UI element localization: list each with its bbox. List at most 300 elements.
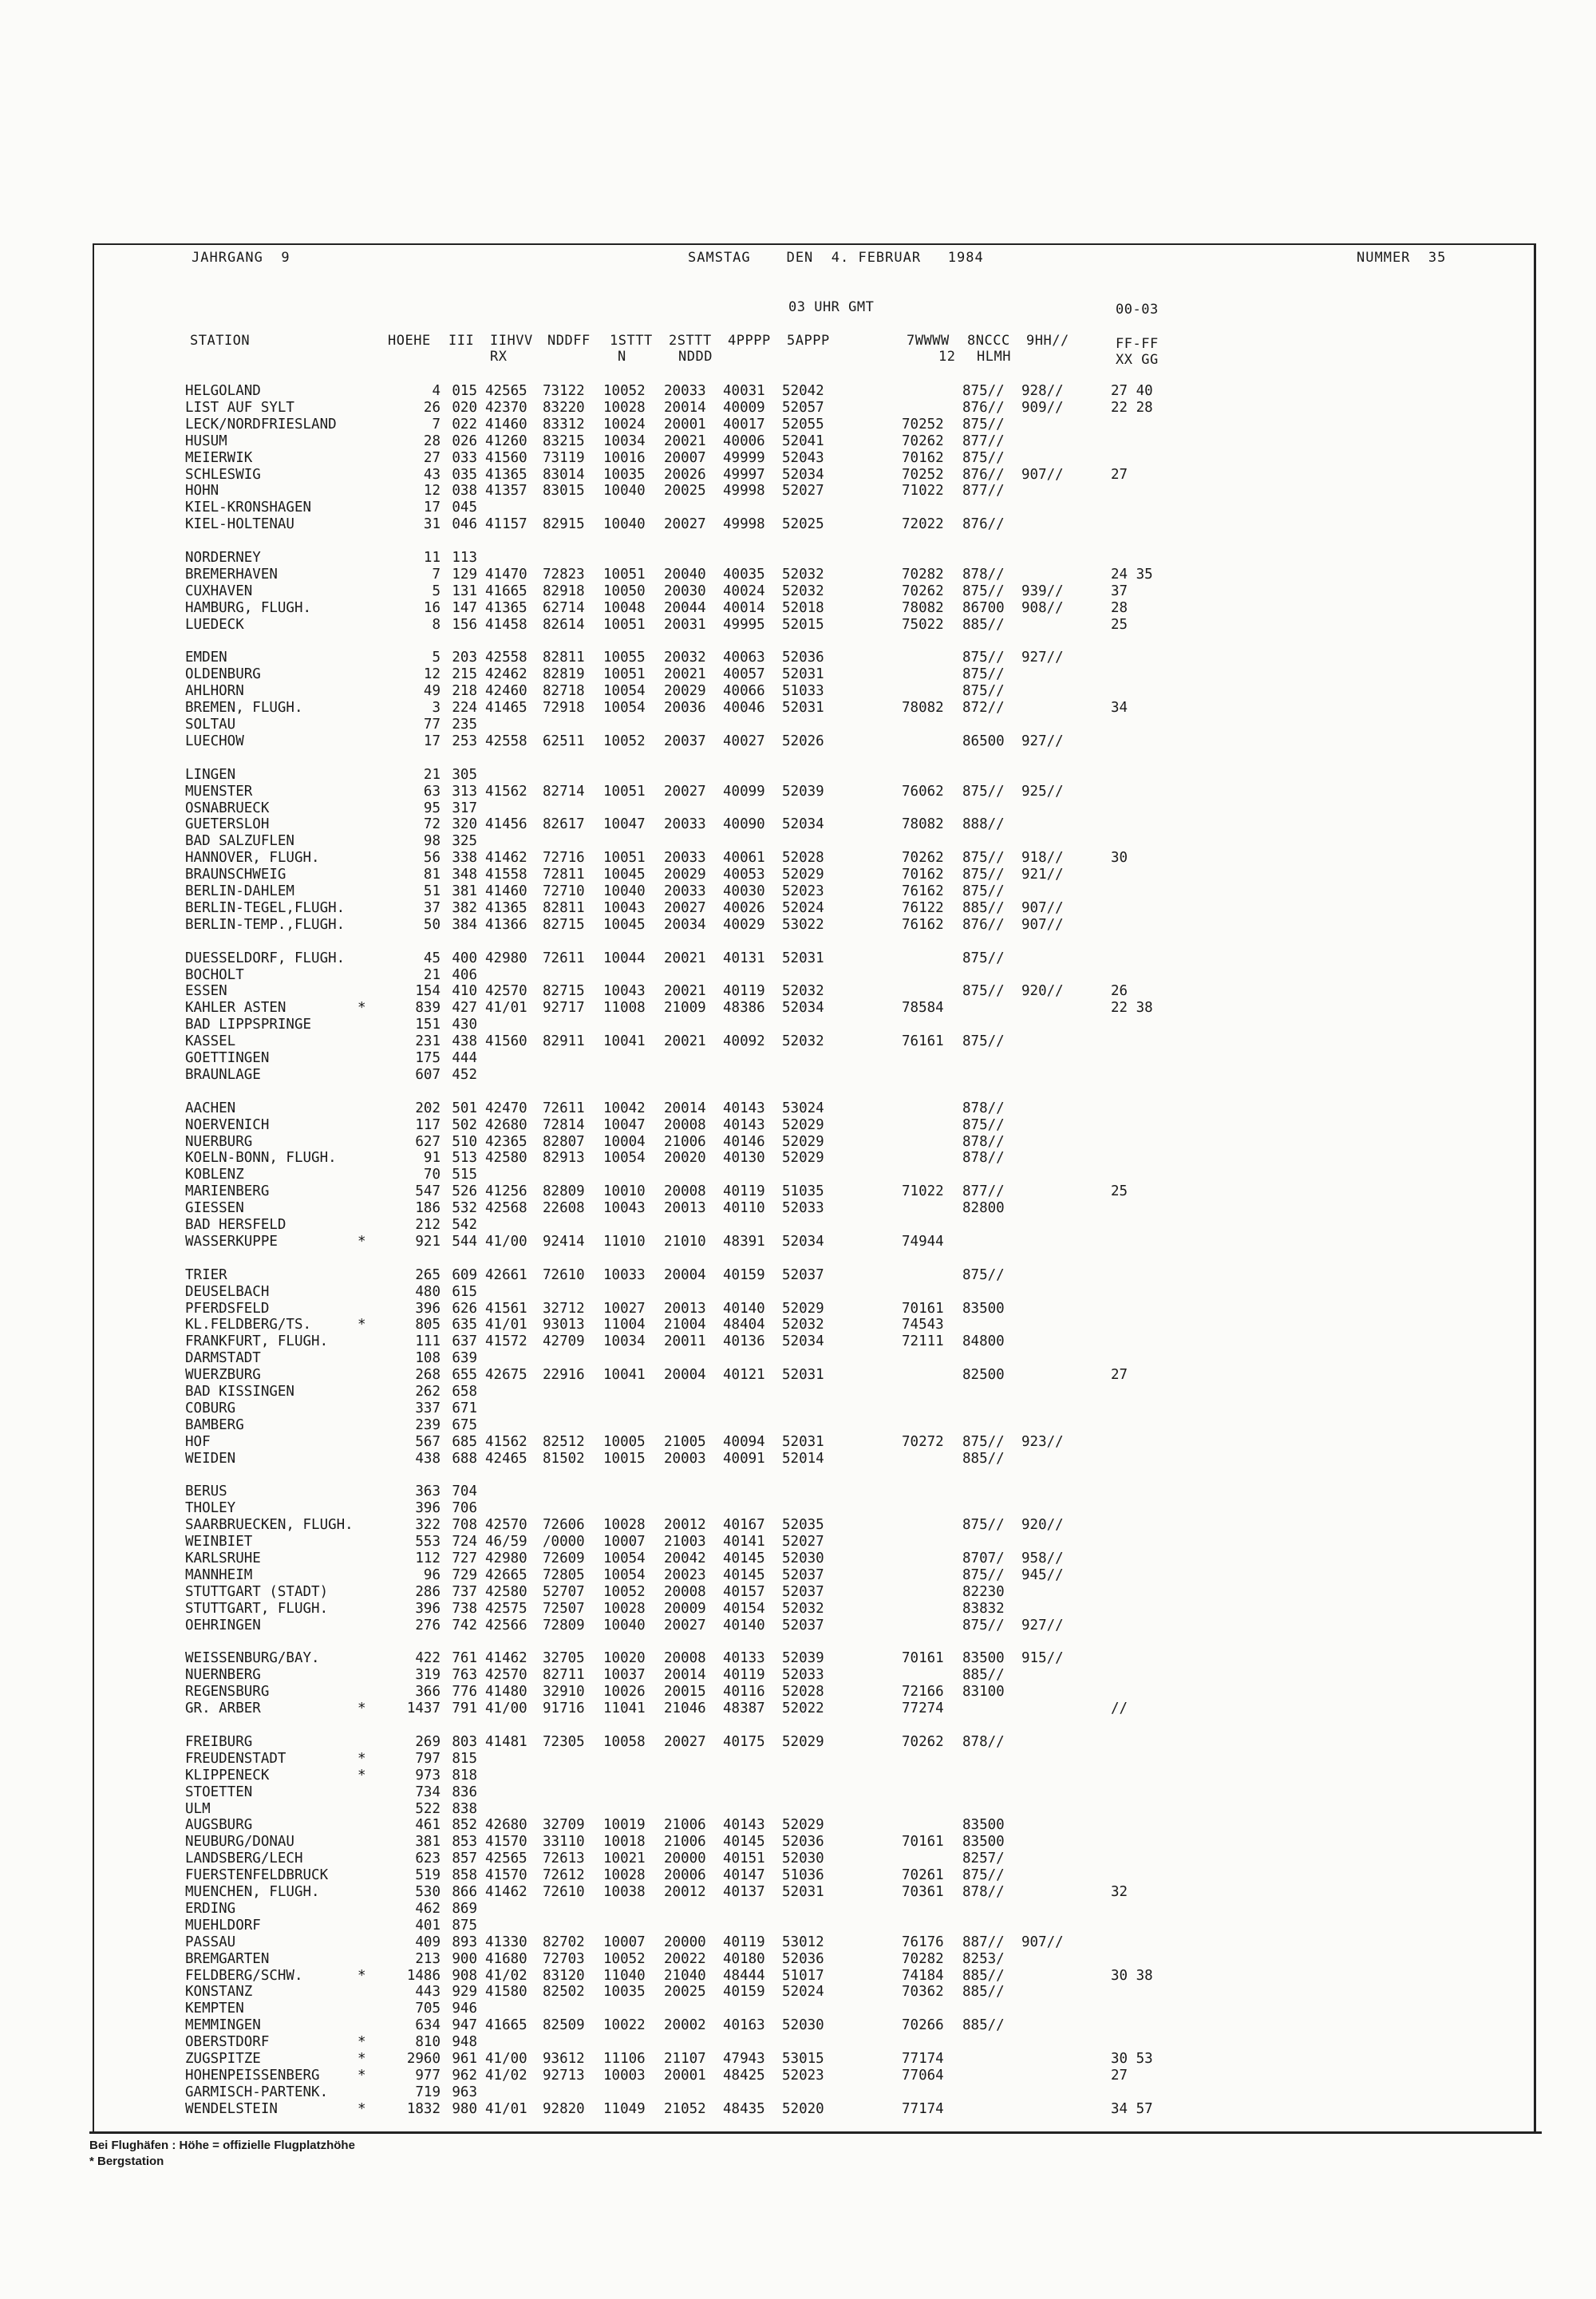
iihvv-value: 41458 bbox=[485, 616, 527, 633]
mountain-marker: * bbox=[358, 1317, 366, 1333]
iihvv-value: 41157 bbox=[485, 516, 527, 533]
7wwww-value: 76176 bbox=[902, 1934, 944, 1950]
iii-value: 729 bbox=[452, 1566, 477, 1583]
iii-value: 857 bbox=[452, 1851, 477, 1867]
station-name: BAD HERSFELD bbox=[185, 1217, 286, 1233]
iihvv-value: 42566 bbox=[485, 1617, 527, 1633]
5appp-value: 52034 bbox=[782, 1233, 824, 1250]
hoehe-value: 1486 bbox=[406, 1967, 440, 1984]
ff-ff-value: 25 bbox=[1111, 616, 1128, 633]
4pppp-value: 40140 bbox=[723, 1300, 765, 1317]
iihvv-value: 41/01 bbox=[485, 1000, 527, 1017]
station-name: BAD LIPPSPRINGE bbox=[185, 1017, 312, 1033]
8nccc-value: 876// bbox=[962, 399, 1005, 416]
1sttt-value: 10054 bbox=[603, 1550, 646, 1566]
iii-value: 544 bbox=[452, 1233, 477, 1250]
hoehe-value: 265 bbox=[415, 1266, 440, 1283]
2sttt-value: 20027 bbox=[664, 899, 706, 916]
station-name: STUTTGART, FLUGH. bbox=[185, 1600, 329, 1617]
iii-value: 430 bbox=[452, 1017, 477, 1033]
nddff-value: 82614 bbox=[543, 616, 585, 633]
ff-ff-value: 25 bbox=[1111, 1183, 1128, 1200]
hoehe-value: 11 bbox=[423, 550, 440, 566]
hoehe-value: 8 bbox=[432, 616, 440, 633]
hoehe-value: 1437 bbox=[406, 1701, 440, 1717]
8nccc-value: 875// bbox=[962, 416, 1005, 433]
station-name: WEISSENBURG/BAY. bbox=[185, 1650, 320, 1667]
iii-value: 875 bbox=[452, 1917, 477, 1934]
2sttt-value: 20027 bbox=[664, 783, 706, 800]
hoehe-value: 151 bbox=[415, 1017, 440, 1033]
iihvv-value: 41462 bbox=[485, 1650, 527, 1667]
2sttt-value: 20021 bbox=[664, 433, 706, 449]
hoehe-value: 705 bbox=[415, 2001, 440, 2017]
station-name: BERLIN-DAHLEM bbox=[185, 883, 294, 899]
hoehe-value: 212 bbox=[415, 1217, 440, 1233]
iii-value: 438 bbox=[452, 1033, 477, 1050]
iii-value: 626 bbox=[452, 1300, 477, 1317]
9hh-value: 927// bbox=[1021, 733, 1064, 749]
nddff-value: 62511 bbox=[543, 733, 585, 749]
4pppp-value: 40143 bbox=[723, 1100, 765, 1116]
nddff-value: 82715 bbox=[543, 916, 585, 933]
4pppp-value: 40053 bbox=[723, 867, 765, 883]
1sttt-value: 10048 bbox=[603, 599, 646, 616]
col-5appp: 5APPP bbox=[787, 333, 830, 349]
nddff-value: 62714 bbox=[543, 599, 585, 616]
iihvv-value: 42558 bbox=[485, 650, 527, 666]
2sttt-value: 20002 bbox=[664, 2017, 706, 2034]
4pppp-value: 40140 bbox=[723, 1617, 765, 1633]
5appp-value: 52029 bbox=[782, 1133, 824, 1150]
iii-value: 852 bbox=[452, 1817, 477, 1834]
station-name: BERLIN-TEGEL,FLUGH. bbox=[185, 899, 346, 916]
nddff-value: 83312 bbox=[543, 416, 585, 433]
iii-value: 671 bbox=[452, 1400, 477, 1416]
2sttt-value: 20008 bbox=[664, 1183, 706, 1200]
station-name: GUETERSLOH bbox=[185, 816, 270, 833]
8nccc-value: 86700 bbox=[962, 599, 1005, 616]
iihvv-value: 42675 bbox=[485, 1367, 527, 1384]
4pppp-value: 47943 bbox=[723, 2051, 765, 2067]
station-name: HOF bbox=[185, 1433, 211, 1450]
iihvv-value: 42460 bbox=[485, 683, 527, 700]
station-name: STOETTEN bbox=[185, 1784, 253, 1800]
1sttt-value: 10055 bbox=[603, 650, 646, 666]
8nccc-value: 875// bbox=[962, 950, 1005, 966]
7wwww-value: 74184 bbox=[902, 1967, 944, 1984]
4pppp-value: 40163 bbox=[723, 2017, 765, 2034]
iihvv-value: 41481 bbox=[485, 1733, 527, 1750]
4pppp-value: 48386 bbox=[723, 1000, 765, 1017]
iii-value: 688 bbox=[452, 1450, 477, 1467]
hoehe-value: 5 bbox=[432, 650, 440, 666]
5appp-value: 52032 bbox=[782, 1033, 824, 1050]
2sttt-value: 20044 bbox=[664, 599, 706, 616]
ff-ff-value: 30 bbox=[1111, 850, 1128, 867]
station-name: KAHLER ASTEN bbox=[185, 1000, 286, 1017]
col-sub-n: N bbox=[618, 349, 626, 365]
8nccc-value: 885// bbox=[962, 1984, 1005, 2001]
station-name: HAMBURG, FLUGH. bbox=[185, 599, 312, 616]
hoehe-value: 269 bbox=[415, 1733, 440, 1750]
station-name: WENDELSTEIN bbox=[185, 2100, 278, 2117]
1sttt-value: 10052 bbox=[603, 1583, 646, 1600]
iii-value: 235 bbox=[452, 717, 477, 733]
8nccc-value: 885// bbox=[962, 899, 1005, 916]
station-name: WEIDEN bbox=[185, 1450, 236, 1467]
4pppp-value: 40145 bbox=[723, 1566, 765, 1583]
5appp-value: 52030 bbox=[782, 1550, 824, 1566]
1sttt-value: 10051 bbox=[603, 783, 646, 800]
iihvv-value: 41560 bbox=[485, 449, 527, 466]
5appp-value: 53015 bbox=[782, 2051, 824, 2067]
4pppp-value: 40110 bbox=[723, 1200, 765, 1217]
ff-ff-value: 34 bbox=[1111, 700, 1128, 717]
4pppp-value: 49998 bbox=[723, 516, 765, 533]
iii-value: 035 bbox=[452, 466, 477, 483]
station-name: KL.FELDBERG/TS. bbox=[185, 1317, 312, 1333]
4pppp-value: 40094 bbox=[723, 1433, 765, 1450]
iii-value: 838 bbox=[452, 1800, 477, 1817]
iihvv-value: 41665 bbox=[485, 583, 527, 599]
4pppp-value: 40131 bbox=[723, 950, 765, 966]
8nccc-value: 875// bbox=[962, 850, 1005, 867]
nddff-value: 82811 bbox=[543, 650, 585, 666]
station-name: LUEDECK bbox=[185, 616, 244, 633]
5appp-value: 51033 bbox=[782, 683, 824, 700]
2sttt-value: 20006 bbox=[664, 1867, 706, 1884]
hoehe-value: 16 bbox=[423, 599, 440, 616]
4pppp-value: 40061 bbox=[723, 850, 765, 867]
8nccc-value: 875// bbox=[962, 383, 1005, 399]
hoehe-value: 4 bbox=[432, 383, 440, 399]
iii-value: 410 bbox=[452, 983, 477, 1000]
station-name: STUTTGART (STADT) bbox=[185, 1583, 329, 1600]
nddff-value: 32705 bbox=[543, 1650, 585, 1667]
iii-value: 858 bbox=[452, 1867, 477, 1884]
col-sub-xx-gg: XX GG bbox=[1116, 352, 1159, 368]
station-name: ESSEN bbox=[185, 983, 227, 1000]
nddff-value: 72809 bbox=[543, 1617, 585, 1633]
iihvv-value: 42470 bbox=[485, 1100, 527, 1116]
station-name: MANNHEIM bbox=[185, 1566, 253, 1583]
5appp-value: 52041 bbox=[782, 433, 824, 449]
1sttt-value: 10037 bbox=[603, 1667, 646, 1684]
1sttt-value: 10050 bbox=[603, 583, 646, 599]
ff-ff-value: 22 28 bbox=[1111, 399, 1153, 416]
8nccc-value: 8707/ bbox=[962, 1550, 1005, 1566]
nddff-value: 72613 bbox=[543, 1851, 585, 1867]
iihvv-value: 41562 bbox=[485, 783, 527, 800]
hoehe-value: 17 bbox=[423, 500, 440, 516]
station-name: KIEL-HOLTENAU bbox=[185, 516, 294, 533]
iii-value: 526 bbox=[452, 1183, 477, 1200]
nddff-value: 72716 bbox=[543, 850, 585, 867]
iii-value: 615 bbox=[452, 1283, 477, 1300]
4pppp-value: 40090 bbox=[723, 816, 765, 833]
7wwww-value: 71022 bbox=[902, 1183, 944, 1200]
iii-value: 015 bbox=[452, 383, 477, 399]
iihvv-value: 42558 bbox=[485, 733, 527, 749]
1sttt-value: 10051 bbox=[603, 616, 646, 633]
2sttt-value: 20014 bbox=[664, 1667, 706, 1684]
station-name: KIEL-KRONSHAGEN bbox=[185, 500, 312, 516]
7wwww-value: 78082 bbox=[902, 599, 944, 616]
nddff-value: 83220 bbox=[543, 399, 585, 416]
5appp-value: 52055 bbox=[782, 416, 824, 433]
nddff-value: 81502 bbox=[543, 1450, 585, 1467]
hoehe-value: 45 bbox=[423, 950, 440, 966]
2sttt-value: 20032 bbox=[664, 650, 706, 666]
mountain-marker: * bbox=[358, 2034, 366, 2051]
5appp-value: 52034 bbox=[782, 1000, 824, 1017]
7wwww-value: 71022 bbox=[902, 483, 944, 500]
station-name: BREMEN, FLUGH. bbox=[185, 700, 303, 717]
station-name: GR. ARBER bbox=[185, 1701, 261, 1717]
2sttt-value: 21003 bbox=[664, 1534, 706, 1550]
mountain-marker: * bbox=[358, 2067, 366, 2084]
iihvv-value: 42980 bbox=[485, 950, 527, 966]
iii-value: 022 bbox=[452, 416, 477, 433]
mountain-marker: * bbox=[358, 1750, 366, 1767]
iihvv-value: 42570 bbox=[485, 1667, 527, 1684]
iihvv-value: 42661 bbox=[485, 1266, 527, 1283]
7wwww-value: 76062 bbox=[902, 783, 944, 800]
station-name: EMDEN bbox=[185, 650, 227, 666]
hoehe-value: 98 bbox=[423, 833, 440, 850]
1sttt-value: 10042 bbox=[603, 1100, 646, 1116]
iihvv-value: 41561 bbox=[485, 1300, 527, 1317]
1sttt-value: 10040 bbox=[603, 1617, 646, 1633]
8nccc-value: 875// bbox=[962, 666, 1005, 683]
8nccc-value: 875// bbox=[962, 1566, 1005, 1583]
8nccc-value: 887// bbox=[962, 1934, 1005, 1950]
5appp-value: 52015 bbox=[782, 616, 824, 633]
iii-value: 113 bbox=[452, 550, 477, 566]
7wwww-value: 70262 bbox=[902, 1733, 944, 1750]
1sttt-value: 11004 bbox=[603, 1317, 646, 1333]
4pppp-value: 40029 bbox=[723, 916, 765, 933]
hoehe-value: 522 bbox=[415, 1800, 440, 1817]
4pppp-value: 40159 bbox=[723, 1984, 765, 2001]
nddff-value: 82915 bbox=[543, 516, 585, 533]
1sttt-value: 10041 bbox=[603, 1033, 646, 1050]
iii-value: 406 bbox=[452, 966, 477, 983]
hoehe-value: 5 bbox=[432, 583, 440, 599]
2sttt-value: 20030 bbox=[664, 583, 706, 599]
1sttt-value: 10035 bbox=[603, 1984, 646, 2001]
1sttt-value: 10040 bbox=[603, 883, 646, 899]
hoehe-value: 363 bbox=[415, 1483, 440, 1500]
1sttt-value: 10028 bbox=[603, 1517, 646, 1534]
2sttt-value: 20040 bbox=[664, 566, 706, 583]
nddff-value: 72710 bbox=[543, 883, 585, 899]
iihvv-value: 42580 bbox=[485, 1583, 527, 1600]
8nccc-value: 875// bbox=[962, 867, 1005, 883]
iii-value: 382 bbox=[452, 899, 477, 916]
col-station: STATION bbox=[190, 333, 251, 349]
hoehe-value: 112 bbox=[415, 1550, 440, 1566]
col-nddff: NDDFF bbox=[547, 333, 591, 349]
9hh-value: 923// bbox=[1021, 1433, 1064, 1450]
7wwww-value: 70252 bbox=[902, 416, 944, 433]
col-sub-nddd: NDDD bbox=[678, 349, 713, 365]
5appp-value: 53012 bbox=[782, 1934, 824, 1950]
period-label: 00-03 bbox=[1116, 302, 1159, 318]
iii-value: 929 bbox=[452, 1984, 477, 2001]
2sttt-value: 20004 bbox=[664, 1367, 706, 1384]
station-name: LIST AUF SYLT bbox=[185, 399, 294, 416]
7wwww-value: 70262 bbox=[902, 850, 944, 867]
ff-ff-value: 27 40 bbox=[1111, 383, 1153, 399]
iii-value: 900 bbox=[452, 1950, 477, 1967]
8nccc-value: 83500 bbox=[962, 1650, 1005, 1667]
iii-value: 853 bbox=[452, 1834, 477, 1851]
5appp-value: 52042 bbox=[782, 383, 824, 399]
9hh-value: 907// bbox=[1021, 899, 1064, 916]
nddff-value: 82711 bbox=[543, 1667, 585, 1684]
2sttt-value: 20029 bbox=[664, 683, 706, 700]
5appp-value: 52029 bbox=[782, 1116, 824, 1133]
4pppp-value: 40119 bbox=[723, 983, 765, 1000]
col-ff-ff: FF-FF bbox=[1116, 336, 1159, 352]
1sttt-value: 10043 bbox=[603, 983, 646, 1000]
issue-number: NUMMER 35 bbox=[1357, 250, 1447, 266]
5appp-value: 52037 bbox=[782, 1266, 824, 1283]
2sttt-value: 20033 bbox=[664, 816, 706, 833]
station-name: ERDING bbox=[185, 1900, 236, 1917]
station-name: TRIER bbox=[185, 1266, 227, 1283]
iii-value: 908 bbox=[452, 1967, 477, 1984]
2sttt-value: 21052 bbox=[664, 2100, 706, 2117]
hoehe-value: 719 bbox=[415, 2084, 440, 2100]
nddff-value: 91716 bbox=[543, 1701, 585, 1717]
7wwww-value: 70262 bbox=[902, 433, 944, 449]
nddff-value: 82715 bbox=[543, 983, 585, 1000]
1sttt-value: 10016 bbox=[603, 449, 646, 466]
iii-value: 203 bbox=[452, 650, 477, 666]
station-name: BERLIN-TEMP.,FLUGH. bbox=[185, 916, 346, 933]
5appp-value: 52032 bbox=[782, 566, 824, 583]
5appp-value: 52031 bbox=[782, 1367, 824, 1384]
station-name: MUEHLDORF bbox=[185, 1917, 261, 1934]
iihvv-value: 41/00 bbox=[485, 1233, 527, 1250]
1sttt-value: 10018 bbox=[603, 1834, 646, 1851]
9hh-value: 907// bbox=[1021, 466, 1064, 483]
1sttt-value: 10054 bbox=[603, 683, 646, 700]
2sttt-value: 20023 bbox=[664, 1566, 706, 1583]
5appp-value: 53024 bbox=[782, 1100, 824, 1116]
ff-ff-value: 30 38 bbox=[1111, 1967, 1153, 1984]
nddff-value: 82502 bbox=[543, 1984, 585, 2001]
station-name: KOBLENZ bbox=[185, 1167, 244, 1183]
iihvv-value: 42680 bbox=[485, 1817, 527, 1834]
hoehe-value: 396 bbox=[415, 1500, 440, 1517]
8nccc-value: 875// bbox=[962, 449, 1005, 466]
4pppp-value: 40151 bbox=[723, 1851, 765, 1867]
iihvv-value: 41/01 bbox=[485, 2100, 527, 2117]
2sttt-value: 20025 bbox=[664, 483, 706, 500]
iii-value: 045 bbox=[452, 500, 477, 516]
2sttt-value: 20031 bbox=[664, 616, 706, 633]
hoehe-value: 43 bbox=[423, 466, 440, 483]
2sttt-value: 20001 bbox=[664, 416, 706, 433]
7wwww-value: 70262 bbox=[902, 583, 944, 599]
station-name: BERUS bbox=[185, 1483, 227, 1500]
hoehe-value: 12 bbox=[423, 483, 440, 500]
4pppp-value: 40009 bbox=[723, 399, 765, 416]
nddff-value: 42709 bbox=[543, 1333, 585, 1350]
4pppp-value: 40133 bbox=[723, 1650, 765, 1667]
8nccc-value: 875// bbox=[962, 983, 1005, 1000]
nddff-value: 72606 bbox=[543, 1517, 585, 1534]
iii-value: 724 bbox=[452, 1534, 477, 1550]
2sttt-value: 20020 bbox=[664, 1150, 706, 1167]
iii-value: 836 bbox=[452, 1784, 477, 1800]
2sttt-value: 20000 bbox=[664, 1934, 706, 1950]
station-name: PFERDSFELD bbox=[185, 1300, 270, 1317]
nddff-value: 82509 bbox=[543, 2017, 585, 2034]
5appp-value: 52037 bbox=[782, 1617, 824, 1633]
nddff-value: 72609 bbox=[543, 1550, 585, 1566]
1sttt-value: 10003 bbox=[603, 2067, 646, 2084]
2sttt-value: 20012 bbox=[664, 1884, 706, 1900]
hoehe-value: 396 bbox=[415, 1300, 440, 1317]
iii-value: 131 bbox=[452, 583, 477, 599]
2sttt-value: 20013 bbox=[664, 1200, 706, 1217]
9hh-value: 909// bbox=[1021, 399, 1064, 416]
4pppp-value: 40119 bbox=[723, 1183, 765, 1200]
8nccc-value: 83500 bbox=[962, 1834, 1005, 1851]
9hh-value: 925// bbox=[1021, 783, 1064, 800]
iii-value: 033 bbox=[452, 449, 477, 466]
iii-value: 708 bbox=[452, 1517, 477, 1534]
hoehe-value: 973 bbox=[415, 1767, 440, 1784]
iihvv-value: 41/00 bbox=[485, 2051, 527, 2067]
iii-value: 948 bbox=[452, 2034, 477, 2051]
iii-value: 515 bbox=[452, 1167, 477, 1183]
7wwww-value: 77174 bbox=[902, 2051, 944, 2067]
4pppp-value: 40136 bbox=[723, 1333, 765, 1350]
5appp-value: 52029 bbox=[782, 1733, 824, 1750]
5appp-value: 52032 bbox=[782, 983, 824, 1000]
iii-value: 129 bbox=[452, 566, 477, 583]
8nccc-value: 8257/ bbox=[962, 1851, 1005, 1867]
col-4pppp: 4PPPP bbox=[728, 333, 771, 349]
station-name: THOLEY bbox=[185, 1500, 236, 1517]
hoehe-value: 37 bbox=[423, 899, 440, 916]
mountain-marker: * bbox=[358, 1767, 366, 1784]
iii-value: 542 bbox=[452, 1217, 477, 1233]
5appp-value: 52029 bbox=[782, 1300, 824, 1317]
nddff-value: 72918 bbox=[543, 700, 585, 717]
2sttt-value: 20027 bbox=[664, 1617, 706, 1633]
iii-value: 317 bbox=[452, 800, 477, 816]
hoehe-value: 607 bbox=[415, 1066, 440, 1083]
4pppp-value: 40143 bbox=[723, 1817, 765, 1834]
iii-value: 869 bbox=[452, 1900, 477, 1917]
iii-value: 338 bbox=[452, 850, 477, 867]
2sttt-value: 20034 bbox=[664, 916, 706, 933]
station-name: OSNABRUECK bbox=[185, 800, 270, 816]
nddff-value: 32910 bbox=[543, 1684, 585, 1701]
station-name: OLDENBURG bbox=[185, 666, 261, 683]
8nccc-value: 875// bbox=[962, 1433, 1005, 1450]
iii-value: 320 bbox=[452, 816, 477, 833]
nddff-value: 92414 bbox=[543, 1233, 585, 1250]
1sttt-value: 10054 bbox=[603, 1566, 646, 1583]
